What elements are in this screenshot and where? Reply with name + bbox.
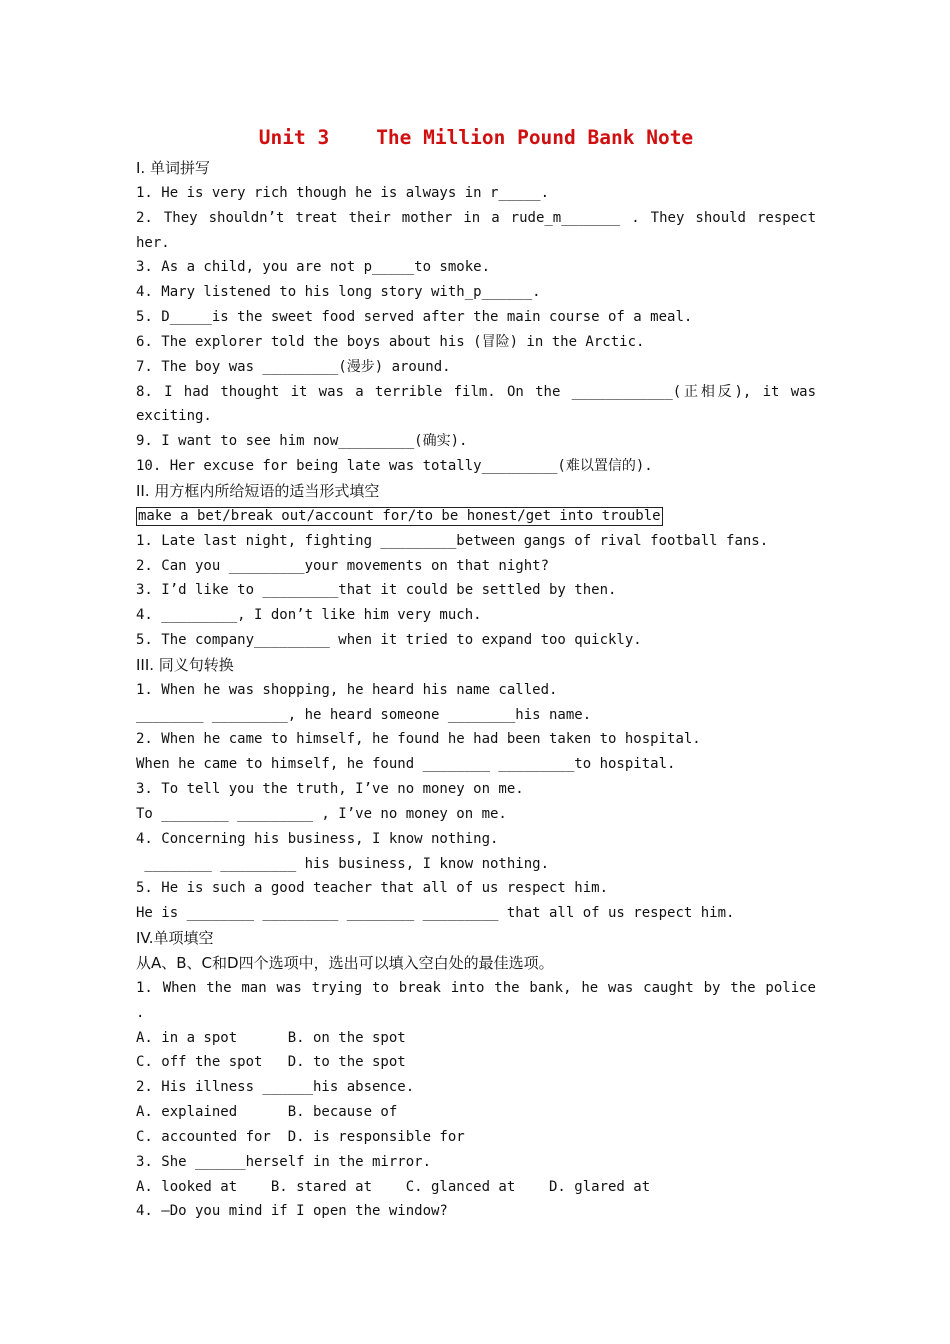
- worksheet-page: [136, 120, 816, 1224]
- question-line: ________ _________ his business, I know nothing.: [136, 855, 550, 872]
- section-heading: III. 同义句转换: [136, 655, 234, 674]
- question-line: 10. Her excuse for being late was totally_________(难以置信的).: [136, 458, 653, 475]
- section-heading: II. 用方框内所给短语的适当形式填空: [136, 481, 380, 500]
- question-line: 2. They shouldn’t treat their mother in a rude_m_______ . They should respect: [136, 209, 816, 226]
- question-line: 9. I want to see him now_________(确实).: [136, 433, 468, 450]
- question-line: A. in a spot B. on the spot: [136, 1029, 406, 1046]
- section-heading: I. 单词拼写: [136, 159, 210, 177]
- question-line: 4. Mary listened to his long story with_p______.: [136, 284, 541, 301]
- question-line: 1. When the man was trying to break into the bank, he was caught by the police: [136, 979, 816, 996]
- question-line: 2. His illness ______his absence.: [136, 1079, 415, 1096]
- question-line: 4. _________, I don’t like him very much.: [136, 607, 482, 624]
- section-heading: 从A、B、C和D四个选项中，选出可以填入空白处的最佳选项。: [136, 954, 554, 972]
- question-line: 5. D_____is the sweet food served after the main course of a meal.: [136, 309, 693, 326]
- page-title: Unit 3 The Million Pound Bank Note: [258, 126, 694, 149]
- phrase-box: [136, 504, 816, 529]
- question-line: He is ________ _________ ________ _________ that all of us respect him.: [136, 905, 735, 922]
- question-line: 4. —Do you mind if I open the window?: [136, 1203, 448, 1220]
- question-line: 3. I’d like to _________that it could be settled by then.: [136, 582, 617, 599]
- question-line: 7. The boy was _________(漫步) around.: [136, 358, 451, 375]
- question-line: 5. The company_________ when it tried to expand too quickly.: [136, 632, 642, 649]
- phrase-box-text: make a bet/break out/account for/to be honest/get into trouble: [138, 507, 661, 524]
- question-line: 2. Can you _________your movements on that night?: [136, 557, 550, 574]
- question-line: A. explained B. because of: [136, 1104, 398, 1121]
- section-heading: IV.单项填空: [136, 929, 214, 948]
- question-line: 2. When he came to himself, he found he had been taken to hospital.: [136, 731, 701, 748]
- question-line: To ________ _________ , I’ve no money on me.: [136, 805, 507, 822]
- question-line: 3. As a child, you are not p_____to smoke.: [136, 259, 491, 276]
- worksheet-content: [136, 156, 816, 1224]
- question-line: 6. The explorer told the boys about his (冒险) in the Arctic.: [136, 333, 645, 350]
- question-line: 3. She ______herself in the mirror.: [136, 1153, 432, 1170]
- question-line: .: [136, 1004, 145, 1021]
- question-line: her.: [136, 234, 170, 251]
- question-line: A. looked at B. stared at C. glanced at D. glared at: [136, 1178, 651, 1195]
- question-line: C. accounted for D. is responsible for: [136, 1128, 465, 1145]
- question-line: C. off the spot D. to the spot: [136, 1054, 406, 1071]
- question-line: 8. I had thought it was a terrible film. On the ____________(正相反), it was: [136, 383, 816, 400]
- question-line: 3. To tell you the truth, I’ve no money on me.: [136, 781, 524, 798]
- question-line: 1. When he was shopping, he heard his name called.: [136, 681, 558, 698]
- question-line: exciting.: [136, 408, 212, 425]
- question-line: 1. Late last night, fighting _________between gangs of rival football fans.: [136, 532, 769, 549]
- question-line: ________ _________, he heard someone ________his name.: [136, 706, 592, 723]
- question-line: When he came to himself, he found ________ _________to hospital.: [136, 756, 676, 773]
- question-line: 4. Concerning his business, I know nothing.: [136, 830, 499, 847]
- question-line: 1. He is very rich though he is always in r_____.: [136, 184, 550, 201]
- question-line: 5. He is such a good teacher that all of us respect him.: [136, 880, 609, 897]
